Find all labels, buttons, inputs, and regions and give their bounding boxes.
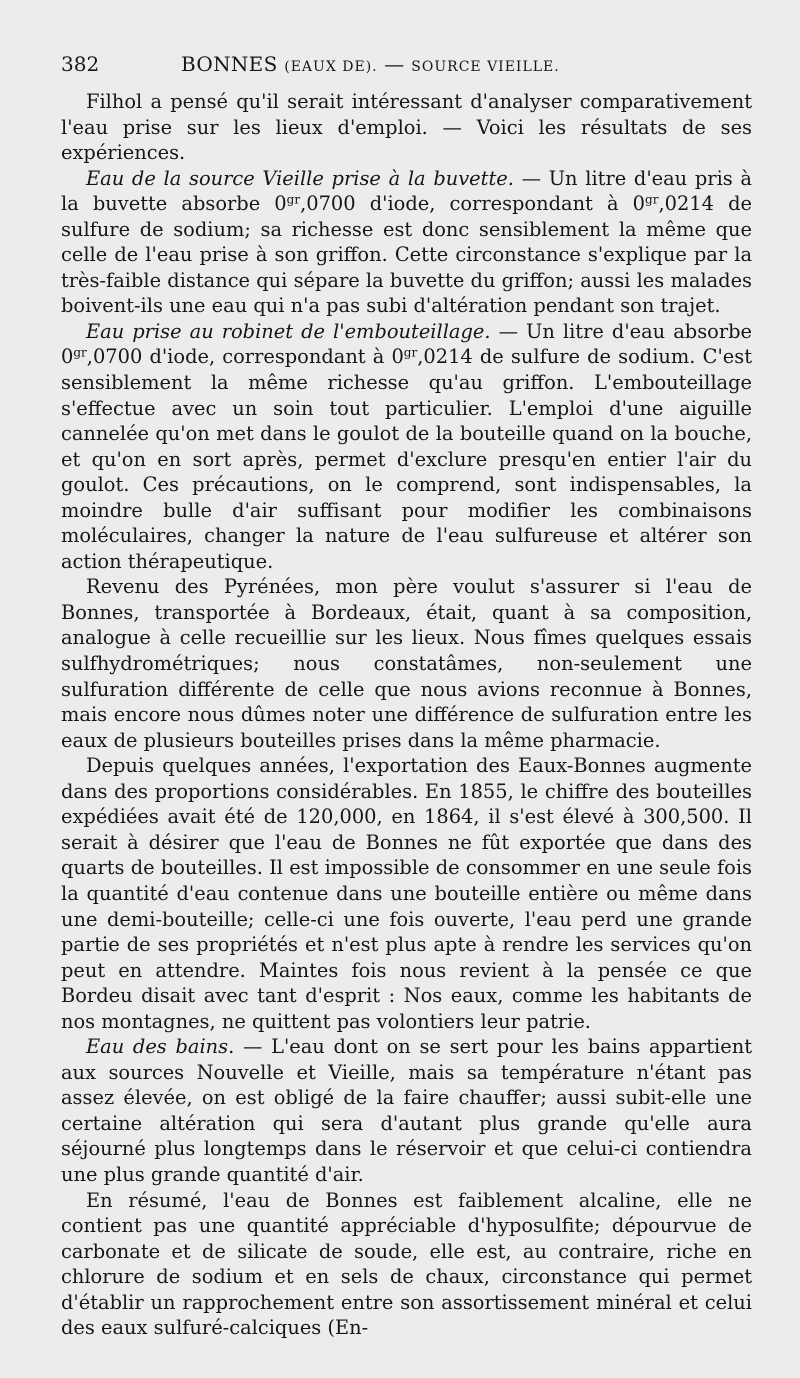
paragraph-text: — L'eau dont on se sert pour les bains appartient aux sources Nouvelle et Vieille, mais sa température n'étant pas assez élevée, on est obligé de la faire chauffer; aussi subit-elle une certaine altération qui sera d'autant plus grande qu'elle aura séjourné plus longtemps dans le réservoir et que celui-ci contiendra une plus grande quantité d'air. [61, 1035, 752, 1186]
page-body [61, 89, 752, 1341]
running-title [181, 50, 752, 81]
paragraph-text: Depuis quelques années, l'exportation des Eaux-Bonnes augmente dans des proportions considérables. En 1855, le chiffre des bouteilles expédiées avait été de 120,000, en 1864, il s'est élevé à 300,500. Il serait à désirer que l'eau de Bonnes ne fût exportée que dans des quarts de bouteilles. Il est impossible de consommer en une seule fois la quantité d'eau contenue dans une bouteille entière ou même dans une demi-bouteille; celle-ci une fois ouverte, l'eau perd une grande partie de ses propriétés et n'est plus apte à rendre les services qu'on peut en attendre. Maintes fois nous revient à la pensée ce que Bordeu disait avec tant d'esprit : Nos eaux, comme les habitants de nos montagnes, ne quittent pas volontiers leur patrie. [61, 754, 752, 1033]
paragraph-lead-italic: Eau des bains. [86, 1035, 235, 1059]
paragraph-text: ,0214 de sulfure de sodium. C'est sensiblement la même richesse qu'au griffon. L'embouteillage s'effectue avec un soin tout particulier. L'emploi d'une aiguille cannelée qu'on met dans le goulot de la bouteille quand on la bouche, et qu'on en sort après, permet d'exclure presqu'en entier l'air du goulot. Ces précautions, on le comprend, sont indispensables, la moindre bulle d'air suffisant pour modifier les combinaisons moléculaires, changer la nature de l'eau sulfureuse et altérer son action thérapeutique. [61, 345, 752, 573]
paragraph-text: ,0700 d'iode, correspondant à 0 [300, 192, 646, 216]
paragraph-text: Revenu des Pyrénées, mon père voulut s'assurer si l'eau de Bonnes, transportée à Bordeaux, était, quant à sa composition, analogue à celle recueillie sur les lieux. Nous fîmes quelques essais sulfhydrométriques; nous constatâmes, non-seulement une sulfuration différente de celle que nous avions reconnue à Bonnes, mais encore nous dûmes noter une différence de sulfuration entre les eaux de plusieurs bouteilles prises dans la même pharmacie. [61, 575, 752, 752]
unit-superscript: gr [73, 345, 87, 360]
paragraph [61, 166, 752, 319]
paragraph [61, 319, 752, 574]
paragraph [61, 89, 752, 166]
paragraph-text: Filhol a pensé qu'il serait intéressant d'analyser comparativement l'eau prise sur les lieux d'emploi. — Voici les résultats de ses expériences. [61, 90, 752, 165]
unit-superscript: gr [286, 192, 301, 207]
paragraph-lead-italic: Eau prise au robinet de l'embouteillage. [86, 319, 491, 343]
paragraph [61, 753, 752, 1034]
running-title-section: (EAUX DE). [284, 59, 378, 75]
paragraph-text: ,0214 de sulfure de sodium; sa richesse est donc sensiblement la même que celle de l'eau prise à son griffon. Cette circonstance s'explique par la très-faible distance qui sépare la buvette du griffon; aussi les malades boivent-ils une eau qui n'a pas subi d'altération pendant son trajet. [61, 192, 752, 318]
running-title-subsection: SOURCE VIEILLE. [411, 59, 560, 75]
paragraph-text: En résumé, l'eau de Bonnes est faiblement alcaline, elle ne contient pas une quantité appréciable d'hyposulfite; dépourvue de carbonate et de silicate de soude, elle est, au contraire, riche en chlorure de sodium et en sels de chaux, circonstance qui permet d'établir un rapprochement entre son assortissement minéral et celui des eaux sulfuré-calciques (En- [61, 1188, 752, 1340]
running-title-main: BONNES [181, 52, 278, 76]
paragraph [61, 574, 752, 753]
paragraph-text: — Un litre d'eau absorbe 0 [61, 319, 752, 369]
paragraph-text: ,0700 d'iode, correspondant à 0 [86, 345, 404, 369]
paragraph [61, 1188, 752, 1341]
unit-superscript: gr [403, 345, 418, 360]
running-header [61, 50, 752, 81]
paragraph-lead-italic: Eau de la source Vieille prise à la buvette. [86, 166, 514, 190]
paragraph [61, 1034, 752, 1187]
page-number: 382 [61, 52, 100, 76]
paragraph-text: — Un litre d'eau pris à la buvette absorbe 0 [61, 166, 752, 216]
unit-superscript: gr [645, 192, 659, 207]
running-title-dash: — [384, 52, 405, 76]
